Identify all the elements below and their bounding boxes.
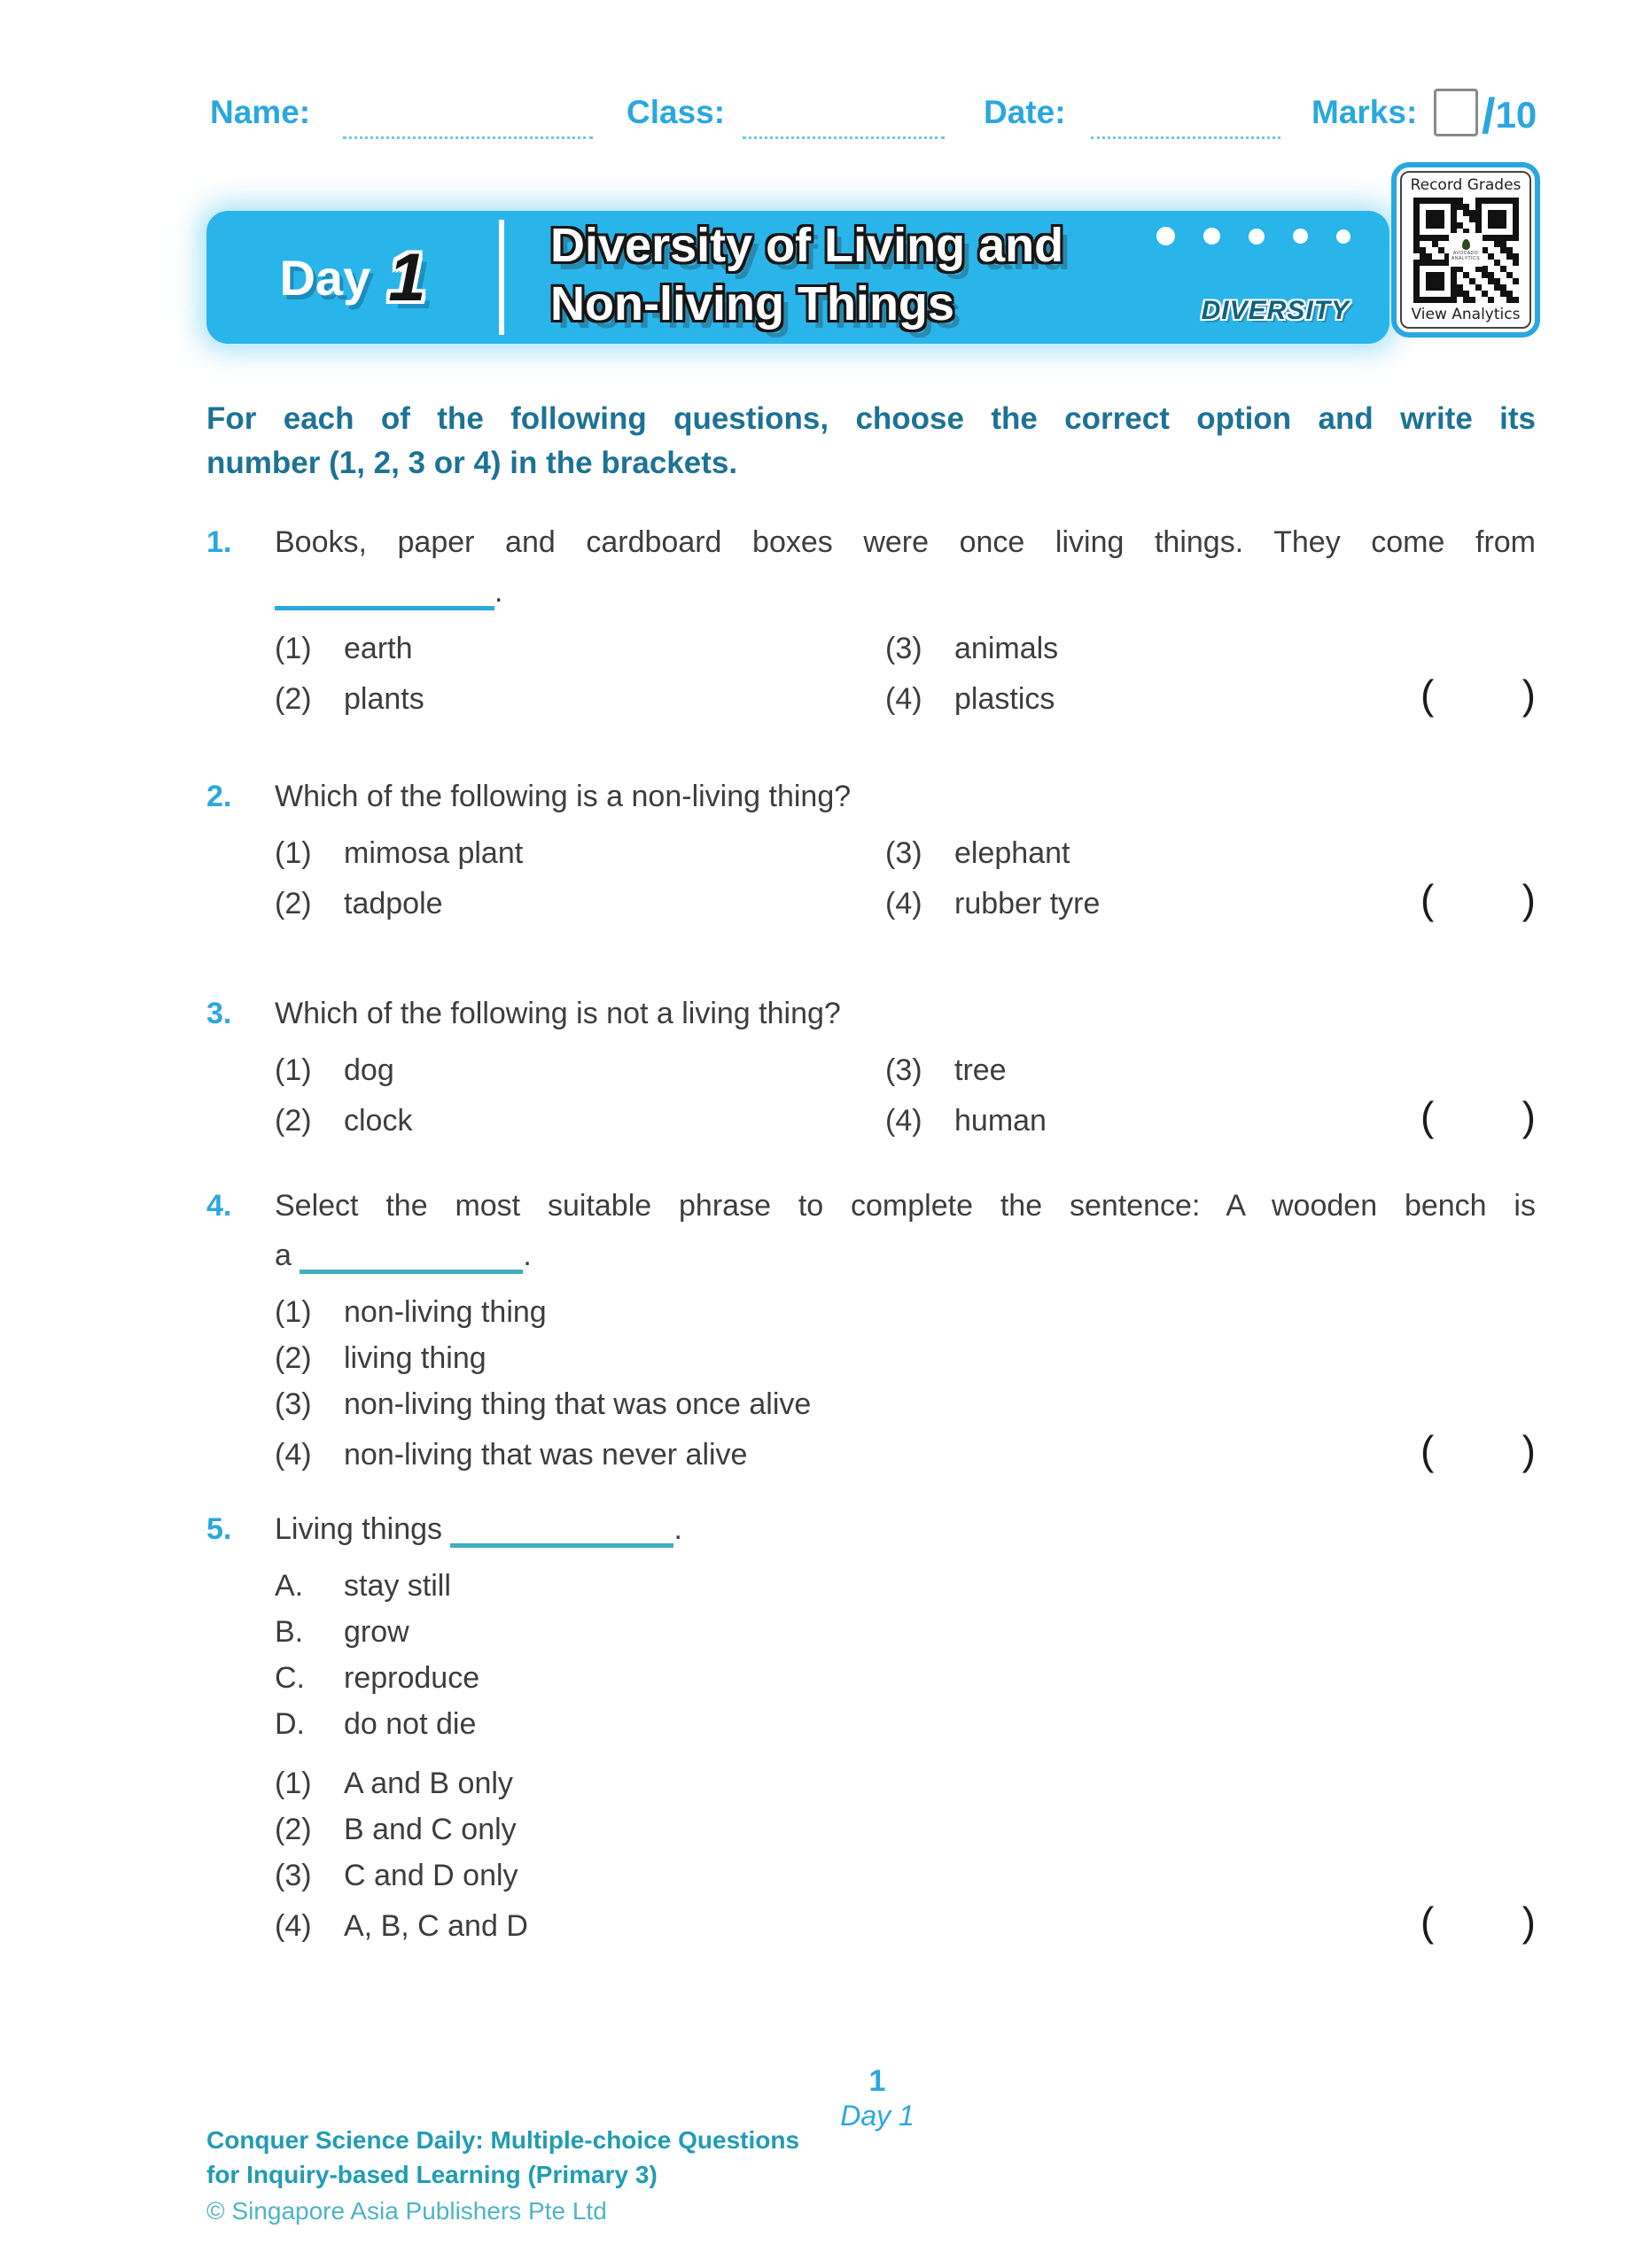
option-label: non-living thing that was once alive [344,1387,812,1421]
option-label: mimosa plant [344,836,524,870]
option-label: non-living thing [344,1295,547,1329]
bracket-close: ) [1522,672,1536,718]
question-4 [206,1186,1536,1478]
option-label: elephant [954,836,1070,870]
option-label: plastics [954,682,1055,716]
option-num: (4) [275,1438,312,1472]
option-num: (4) [275,1909,312,1943]
banner-divider [499,220,504,335]
dot-icon [1249,229,1265,245]
instructions-line1: For each of the following questions, choose the correct option and write its [206,401,1536,436]
option-row [275,1806,1536,1852]
slash-icon: / [1482,88,1496,144]
statement-letter: A. [275,1569,304,1603]
instructions-line2: number (1, 2, 3 or 4) in the brackets. [206,446,738,480]
statement-label: stay still [344,1569,451,1603]
option-num: (4) [885,1104,922,1138]
question-body [275,994,1536,1144]
option-row [275,1381,1536,1427]
blank-line-row [275,1236,1536,1275]
qr-code[interactable] [1413,198,1519,303]
day-number: 1 [388,239,426,315]
question-body [275,523,1536,722]
avocado-icon [1462,239,1470,250]
option-row [275,1852,1536,1899]
page-number: 1 [868,2064,886,2098]
chapter-title-line2: Non-living Things [550,277,954,330]
option-row [275,1427,1536,1478]
option-num: (3) [275,1387,312,1421]
dot-icon [1156,227,1175,245]
option-label: human [954,1104,1047,1138]
option-label: tadpole [344,887,443,920]
question-number: 5. [206,1512,232,1546]
option-num: (1) [275,632,312,665]
question-3 [206,994,1536,1144]
option-num: (4) [885,887,922,920]
qr-frame [1400,171,1531,329]
option-row [275,625,1536,672]
option-num: (3) [885,1053,922,1087]
question-text: Which of the following is not a living thing? [275,997,841,1030]
question-text: Books, paper and cardboard boxes were once living things. They come from [275,525,1536,559]
statement-label: grow [344,1615,409,1649]
bracket-close: ) [1522,876,1536,922]
option-row [275,1335,1536,1381]
question-list [206,501,1536,1949]
blank-suffix: . [494,575,503,609]
class-write-line[interactable] [743,99,945,139]
options [275,1760,1536,1949]
footer-page-block [798,2064,957,2133]
qr-bottom-label: View Analytics [1411,306,1521,323]
bracket-open: ( [1420,1899,1435,1945]
option-row [275,830,1536,876]
option-label: living thing [344,1341,486,1375]
option-num: (1) [275,1295,312,1329]
class-label: Class: [627,94,726,130]
answer-brackets[interactable] [1420,1899,1536,1945]
footer-series-line1: Conquer Science Daily: Multiple-choice Questions [206,2126,800,2154]
option-row [275,1289,1536,1335]
option-num: (1) [275,836,312,870]
option-num: (1) [275,1767,312,1800]
answer-brackets[interactable] [1420,672,1536,718]
option-label: A, B, C and D [344,1909,528,1943]
footer-day-label: Day 1 [840,2100,915,2132]
option-label: rubber tyre [954,887,1101,920]
name-label: Name: [210,94,311,130]
option-row [275,1760,1536,1806]
options [275,625,1536,722]
name-write-line[interactable] [343,99,593,139]
option-num: (2) [275,887,312,920]
option-label: clock [344,1104,413,1138]
question-number: 1. [206,525,232,559]
chapter-title-line1: Diversity of Living and [550,219,1064,272]
answer-brackets[interactable] [1420,1093,1536,1139]
statement-row [275,1563,1536,1609]
day-section [206,211,499,344]
statement-label: reproduce [344,1661,480,1695]
statement-row [275,1609,1536,1655]
option-label: non-living that was never alive [344,1438,748,1472]
option-num: (3) [885,836,922,870]
option-num: (1) [275,1053,312,1087]
option-label: A and B only [344,1767,513,1800]
instructions [206,397,1536,485]
qr-center-label: AVOCADO ANALYTICS [1452,250,1480,261]
question-text-prefix: Living things [275,1512,443,1546]
answer-brackets[interactable] [1420,1427,1536,1473]
options [275,830,1536,927]
statement-letter: C. [275,1661,305,1695]
day-label: Day [279,249,371,306]
bracket-open: ( [1420,1093,1435,1139]
option-num: (2) [275,1341,312,1375]
bracket-close: ) [1522,1427,1536,1473]
option-row [275,1093,1536,1144]
question-body [275,1510,1536,1949]
dot-icon [1203,228,1220,245]
question-number: 2. [206,780,232,813]
question-text [275,1510,1536,1549]
dot-icon [1293,229,1308,244]
option-label: dog [344,1053,394,1087]
option-label: B and C only [344,1813,517,1846]
bracket-close: ) [1522,1093,1536,1139]
footer-imprint [206,2123,799,2228]
option-row [275,1047,1536,1093]
marks-denominator: /10 [1482,88,1537,144]
bracket-close: ) [1522,1899,1536,1945]
option-label: tree [954,1053,1007,1087]
footer-series-line2: for Inquiry-based Learning (Primary 3) [206,2161,658,2188]
question-number: 4. [206,1189,232,1223]
option-num: (2) [275,1813,312,1846]
option-row [275,1899,1536,1949]
dot-icon [1336,229,1350,244]
blank-line-row [275,572,1536,611]
blank-suffix: . [523,1239,532,1272]
option-label: C and D only [344,1859,518,1892]
question-2 [206,777,1536,927]
option-num: (2) [275,1104,312,1138]
footer-copyright: © Singapore Asia Publishers Pte Ltd [206,2197,607,2225]
statements [275,1563,1536,1747]
blank-prefix: a [275,1239,292,1272]
chapter-title [550,216,1063,333]
bracket-open: ( [1420,1427,1435,1473]
statement-row [275,1701,1536,1747]
statement-label: do not die [344,1707,477,1741]
option-label: plants [344,682,424,716]
option-row [275,672,1536,722]
question-text: Select the most suitable phrase to complete the sentence: A wooden bench is [275,1189,1536,1223]
option-num: (3) [885,632,922,665]
qr-top-label: Record Grades [1410,176,1522,194]
fill-in-blank[interactable] [450,1517,673,1548]
banner-dots [1156,227,1350,245]
statement-row [275,1655,1536,1701]
option-num: (2) [275,682,312,716]
question-1 [206,523,1536,722]
blank-suffix: . [673,1512,682,1546]
question-body [275,777,1536,927]
marks-score-box[interactable] [1434,89,1478,136]
option-label: earth [344,632,413,665]
date-label: Date: [984,94,1066,130]
option-num: (4) [885,682,922,716]
option-num: (3) [275,1859,312,1892]
question-number: 3. [206,997,232,1030]
topic-tag: DIVERSITY [1201,296,1350,325]
qr-box [1391,162,1540,338]
bracket-open: ( [1420,876,1435,922]
question-body [275,1186,1536,1478]
fill-in-blank[interactable] [275,579,494,610]
marks-label: Marks: [1311,94,1418,130]
option-row [275,876,1536,927]
qr-center-logo [1449,233,1483,267]
day-banner [206,211,1389,344]
options [275,1289,1536,1478]
fill-in-blank[interactable] [300,1243,523,1274]
answer-brackets[interactable] [1420,876,1536,922]
bracket-open: ( [1420,672,1435,718]
question-5 [206,1510,1536,1949]
date-write-line[interactable] [1091,99,1280,139]
statement-letter: D. [275,1707,305,1741]
options [275,1047,1536,1144]
option-label: animals [954,632,1059,665]
statement-letter: B. [275,1615,304,1649]
question-text: Which of the following is a non-living thing? [275,780,852,813]
